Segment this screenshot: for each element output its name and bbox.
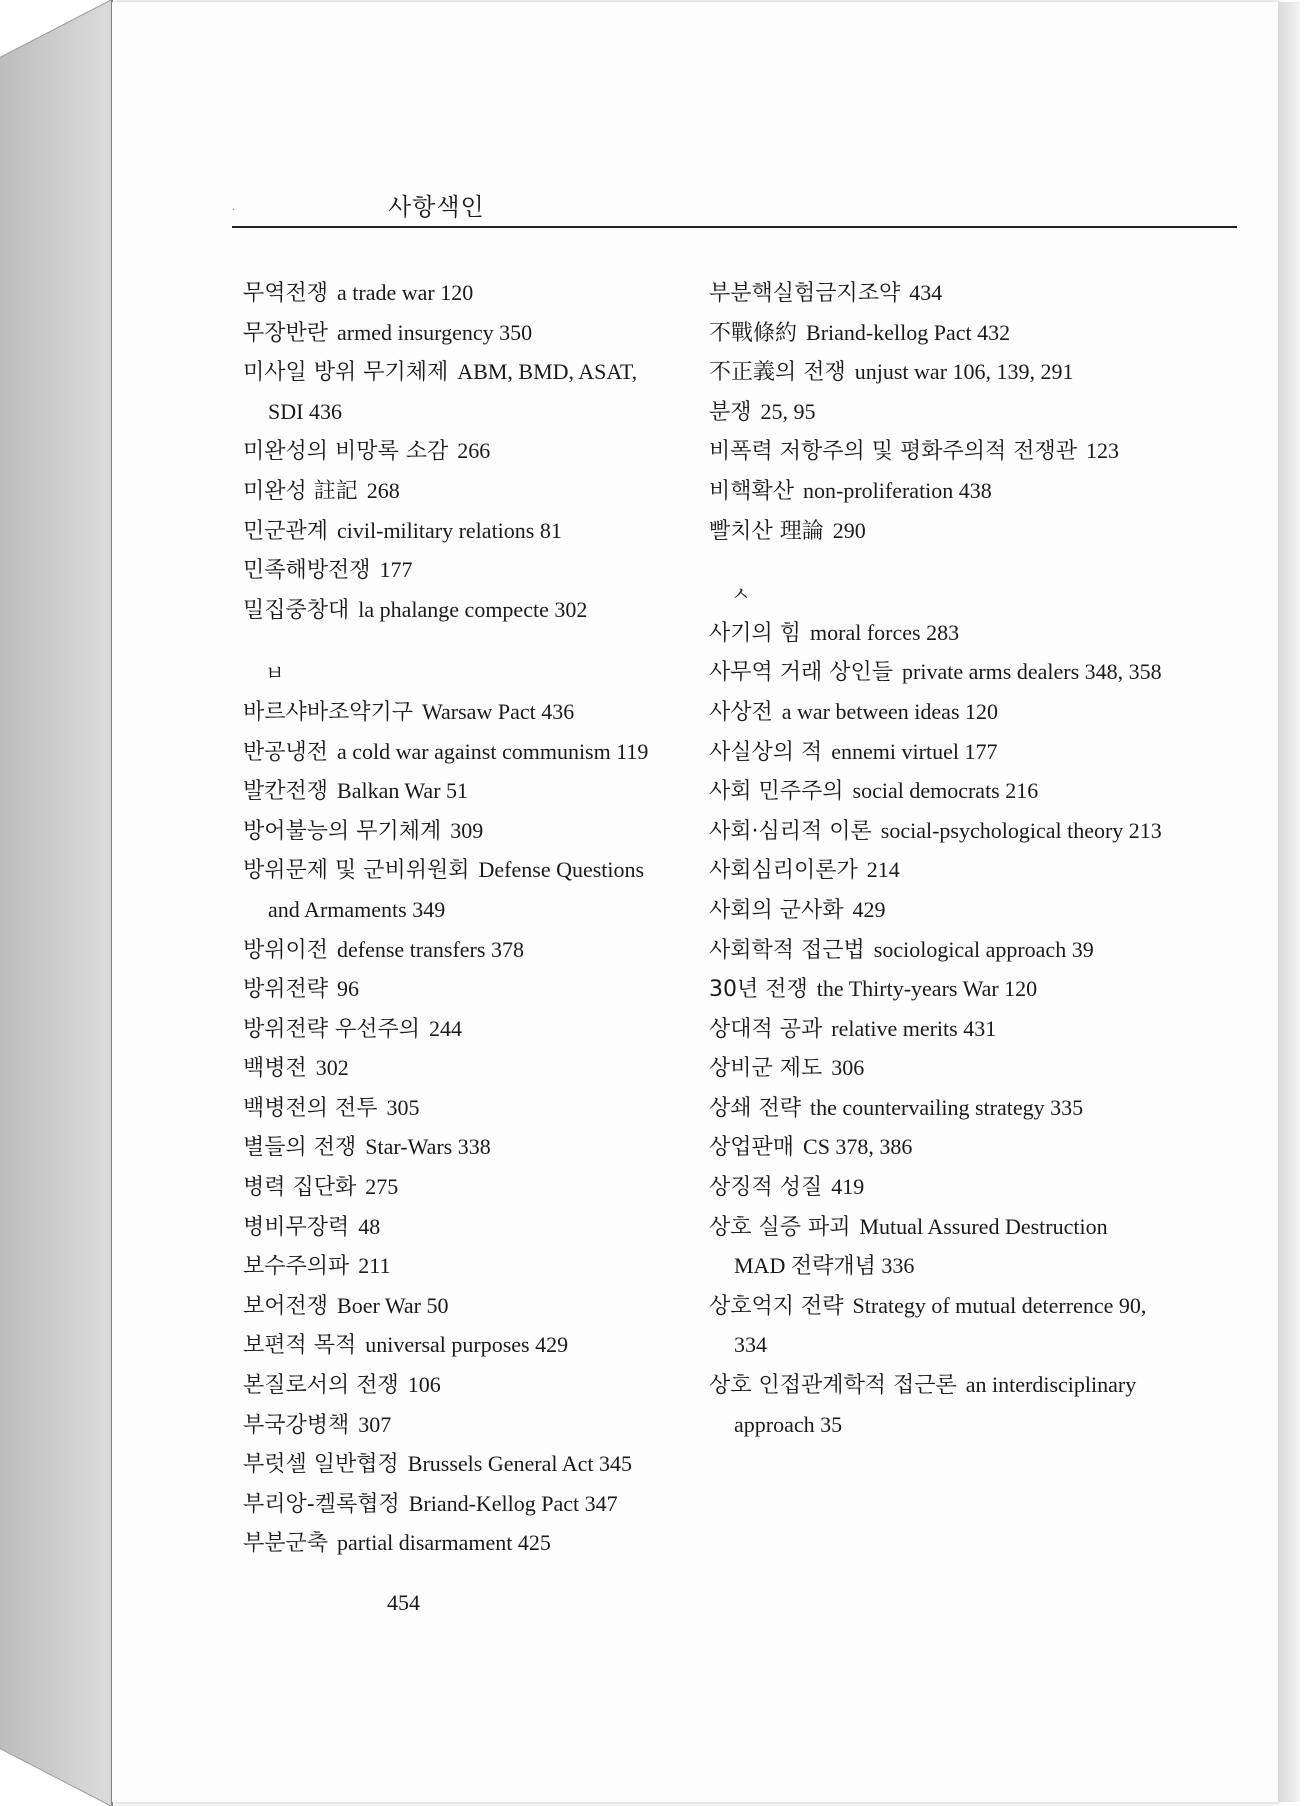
index-term-reference: Balkan War 51 (337, 778, 469, 804)
index-term-reference: Boer War 50 (337, 1292, 449, 1318)
index-term-reference: 307 (358, 1411, 392, 1437)
index-entry (709, 1366, 1164, 1445)
index-entry (709, 472, 1164, 512)
index-term-reference: 429 (852, 896, 886, 922)
index-term-reference: 419 (831, 1174, 865, 1200)
index-entry (243, 1247, 673, 1287)
index-term-reference: non-proliferation 438 (803, 477, 992, 503)
index-term-reference: armed insurgency 350 (337, 319, 533, 345)
index-term-reference: sociological approach 39 (873, 936, 1094, 962)
index-term-reference: 434 (909, 280, 943, 305)
index-entry (709, 891, 1164, 931)
index-term-korean: 발칸전쟁 (243, 779, 329, 805)
index-entry (243, 1168, 673, 1208)
index-term-korean: 보어전쟁 (243, 1293, 329, 1319)
index-entry (243, 733, 673, 773)
index-entry (709, 1089, 1164, 1129)
index-term-reference: Defense Questions and Armaments 349 (268, 857, 645, 922)
index-term-reference: civil-military relations 81 (337, 517, 562, 543)
index-term-korean: 민군관계 (243, 518, 329, 544)
index-entry (709, 353, 1164, 393)
index-entry (243, 851, 673, 930)
index-term-reference: 302 (315, 1055, 349, 1081)
index-term-korean: 사실상의 적 (709, 739, 823, 765)
index-term-reference: Brussels General Act 345 (407, 1451, 632, 1477)
index-term-korean: 백병전의 전투 (243, 1095, 378, 1121)
index-term-korean: 不正義의 전쟁 (709, 360, 846, 386)
index-term-korean: 상비군 제도 (709, 1056, 823, 1082)
index-term-korean: 병력 집단화 (243, 1175, 357, 1201)
index-entry (243, 1485, 673, 1525)
index-term-korean: 부국강병책 (243, 1412, 350, 1438)
index-column-left (243, 274, 673, 1564)
index-entry (709, 432, 1164, 472)
index-term-reference: Warsaw Pact 436 (422, 698, 575, 724)
index-term-reference: CS 378, 386 (803, 1134, 913, 1160)
index-term-korean: 상호 인접관계학적 접근론 (709, 1373, 957, 1399)
index-term-korean: 부리앙-켈록협정 (243, 1491, 400, 1517)
index-term-korean: 30년 전쟁 (709, 977, 808, 1003)
page-number: 454 (387, 1590, 420, 1615)
index-term-reference: Briand-kellog Pact 432 (806, 319, 1011, 345)
index-entry (709, 812, 1164, 852)
index-term-korean: 부럿셀 일반협정 (243, 1452, 399, 1478)
index-entry (709, 931, 1164, 971)
index-entry (243, 353, 673, 432)
index-term-reference: 306 (831, 1055, 865, 1081)
index-term-reference: partial disarmament 425 (337, 1530, 551, 1556)
index-term-reference: the countervailing strategy 335 (810, 1094, 1084, 1120)
index-term-korean: 반공냉전 (243, 739, 329, 765)
index-term-reference: 268 (366, 477, 400, 503)
index-term-reference: 275 (365, 1174, 399, 1200)
index-term-korean: 상징적 성질 (709, 1175, 823, 1201)
index-entry (709, 614, 1164, 654)
index-term-korean: 보편적 목적 (243, 1333, 357, 1359)
index-term-reference: 96 (337, 976, 360, 1002)
index-term-reference: social-psychological theory 213 (880, 817, 1162, 843)
index-term-korean: 바르샤바조약기구 (243, 699, 414, 725)
index-entry (243, 970, 673, 1010)
index-term-reference: a cold war against communism 119 (337, 738, 649, 764)
index-term-reference: ennemi virtuel 177 (831, 738, 998, 764)
index-term-reference: 214 (866, 857, 900, 883)
index-entry (709, 1287, 1164, 1366)
index-term-korean: 빨치산 理論 (709, 518, 824, 544)
index-entry (243, 931, 673, 971)
index-entry (243, 1208, 673, 1248)
index-entry (243, 1445, 673, 1485)
section-letter-b: ㅂ (265, 661, 285, 686)
index-entry (243, 693, 673, 733)
index-term-reference: 177 (379, 557, 413, 583)
index-entry (243, 274, 673, 314)
index-entry (243, 1049, 673, 1089)
index-entry (709, 1010, 1164, 1050)
page-title: 사항색인 (388, 193, 485, 221)
index-term-korean: 상쇄 전략 (709, 1095, 802, 1121)
index-entry (243, 512, 673, 552)
index-term-reference: 48 (358, 1213, 381, 1239)
index-term-reference: an interdisciplinary approach 35 (734, 1372, 1137, 1437)
index-entry (243, 314, 673, 354)
book-page (112, 2, 1278, 1802)
index-term-reference: universal purposes 429 (365, 1332, 569, 1358)
index-entry (243, 812, 673, 852)
index-term-reference: moral forces 283 (810, 619, 960, 645)
index-term-korean: 분쟁 (709, 399, 752, 425)
index-entry (243, 591, 673, 631)
index-entry (243, 1128, 673, 1168)
index-entry (243, 1524, 673, 1564)
index-term-korean: 사회심리이론가 (709, 858, 858, 884)
index-entry (709, 733, 1164, 773)
index-term-korean: 사회의 군사화 (709, 897, 844, 923)
index-entry (709, 274, 1164, 314)
index-entry (709, 693, 1164, 733)
index-term-reference: 305 (386, 1094, 420, 1120)
index-term-korean: 밀집중창대 (243, 597, 350, 623)
index-term-reference: 309 (450, 817, 484, 843)
index-term-reference: unjust war 106, 139, 291 (854, 359, 1074, 385)
index-term-reference: relative merits 431 (831, 1015, 997, 1041)
index-term-korean: 미사일 방위 무기체제 (243, 360, 449, 386)
index-term-korean: 부분핵실험금지조약 (709, 281, 901, 306)
header-rule (232, 226, 1237, 228)
index-entry (709, 512, 1164, 552)
index-term-reference: social democrats 216 (852, 778, 1039, 804)
index-column-right (709, 274, 1164, 1445)
index-term-korean: 민족해방전쟁 (243, 558, 371, 584)
index-term-reference: a trade war 120 (337, 280, 474, 305)
index-term-reference: the Thirty-years War 120 (816, 976, 1038, 1002)
index-term-korean: 방위이전 (243, 937, 329, 963)
index-entry (243, 551, 673, 591)
index-term-korean: 사상전 (709, 699, 773, 725)
index-term-korean: 방위전략 (243, 977, 329, 1003)
index-term-korean: 본질로서의 전쟁 (243, 1373, 399, 1399)
index-term-reference: Star-Wars 338 (365, 1134, 491, 1160)
index-term-reference: Strategy of mutual deterrence 90, 334 (734, 1292, 1147, 1358)
index-term-korean: 보수주의파 (243, 1254, 350, 1280)
section-letter-s: ㅅ (731, 582, 751, 607)
index-entry (243, 1406, 673, 1446)
index-term-korean: 사회학적 접근법 (709, 937, 865, 963)
index-term-korean: 사회·심리적 이론 (709, 818, 872, 844)
index-entry (709, 1049, 1164, 1089)
index-term-reference: private arms dealers 348, 358 (902, 659, 1162, 685)
index-entry (709, 653, 1164, 693)
index-term-korean: 상호억지 전략 (709, 1293, 844, 1319)
index-entry (243, 432, 673, 472)
index-entry (709, 970, 1164, 1010)
index-term-reference: 244 (429, 1015, 463, 1041)
index-entry (243, 1326, 673, 1366)
index-term-korean: 미완성의 비망록 소감 (243, 439, 449, 465)
index-term-reference: la phalange compecte 302 (358, 596, 588, 622)
index-entry (709, 1128, 1164, 1168)
index-term-korean: 사회 민주주의 (709, 779, 844, 805)
index-entry (709, 772, 1164, 812)
index-term-reference: Briand-Kellog Pact 347 (408, 1490, 618, 1516)
index-term-korean: 미완성 註記 (243, 478, 358, 504)
index-term-korean: 별들의 전쟁 (243, 1135, 357, 1161)
index-entry (243, 1366, 673, 1406)
index-term-korean: 무역전쟁 (243, 281, 329, 306)
index-term-korean: 비핵확산 (709, 478, 795, 504)
index-term-reference: 106 (407, 1372, 441, 1398)
index-entry (709, 1168, 1164, 1208)
index-term-korean: 不戰條約 (709, 320, 798, 346)
index-term-korean: 상호 실증 파괴 (709, 1214, 851, 1240)
index-term-korean: 사무역 거래 상인들 (709, 660, 894, 686)
index-entry (709, 393, 1164, 433)
index-term-korean: 상업판매 (709, 1135, 795, 1161)
index-term-korean: 부분군축 (243, 1531, 329, 1557)
index-entry (709, 851, 1164, 891)
index-term-reference: ABM, BMD, ASAT, SDI 436 (268, 359, 638, 424)
index-entry (243, 1010, 673, 1050)
index-term-korean: 백병전 (243, 1056, 307, 1082)
index-entry (709, 314, 1164, 354)
index-entry (243, 772, 673, 812)
index-term-korean: 방어불능의 무기체계 (243, 818, 442, 844)
index-term-reference: 290 (832, 517, 866, 543)
index-term-korean: 사기의 힘 (709, 620, 802, 646)
index-term-reference: 25, 95 (760, 398, 816, 424)
index-entry (709, 1208, 1164, 1287)
index-term-korean: 무장반란 (243, 320, 329, 346)
index-term-korean: 방위문제 및 군비위원회 (243, 858, 470, 884)
index-term-korean: 병비무장력 (243, 1214, 350, 1240)
index-term-reference: 211 (358, 1253, 391, 1279)
index-term-korean: 상대적 공과 (709, 1016, 823, 1042)
index-term-reference: defense transfers 378 (337, 936, 524, 962)
index-entry (243, 472, 673, 512)
index-term-reference: 123 (1086, 438, 1120, 464)
index-term-korean: 방위전략 우선주의 (243, 1016, 421, 1042)
index-entry (243, 1287, 673, 1327)
index-term-korean: 비폭력 저항주의 및 평화주의적 전쟁관 (709, 439, 1078, 465)
index-term-reference: a war between ideas 120 (781, 698, 999, 724)
header-dot: · (232, 205, 236, 216)
index-entry (243, 1089, 673, 1129)
index-term-reference: 266 (457, 438, 491, 464)
index-term-reference: Mutual Assured Destruction MAD 전략개념 336 (734, 1213, 1108, 1279)
